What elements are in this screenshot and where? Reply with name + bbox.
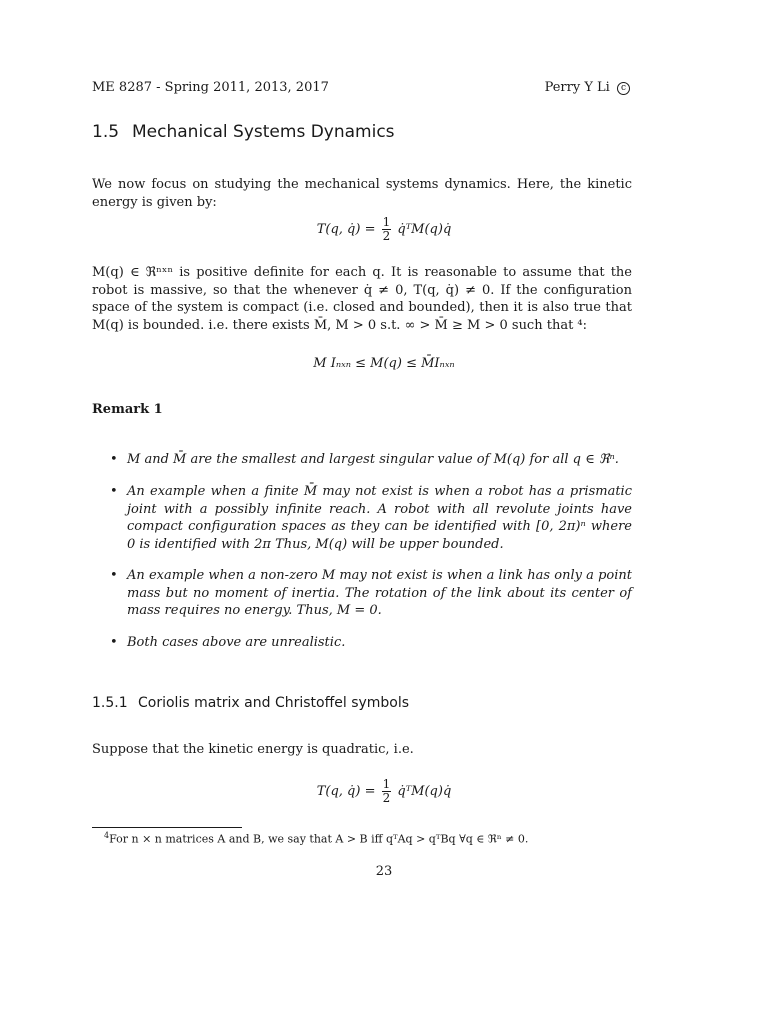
section-heading — [92, 122, 395, 142]
fraction-numerator: 1 — [382, 777, 391, 791]
intro-paragraph: We now focus on studying the mechanical systems dynamics. Here, the kinetic energy is given by: — [92, 177, 632, 210]
mass-matrix-paragraph: M(q) ∈ ℜⁿˣⁿ is positive definite for each q. It is reasonable to assume that the robot is massive, so that the whenever q̇ ≠ 0, T(q, q̇) ≠ 0. If the configuration space of the system is compact (i.e. closed and bounded), then it is also true that M(q) is bounded. i.e. there exists M̄, M > 0 s.t. ∞ > M̄ ≥ M > 0 such that ⁴: — [92, 265, 632, 333]
fraction-denominator: 2 — [382, 229, 391, 243]
fraction-denominator: 2 — [382, 791, 391, 805]
footnote-text: For n × n matrices A and B, we say that A > B iff qᵀAq > qᵀBq ∀q ∈ ℜⁿ ≠ 0. — [109, 832, 529, 846]
kinetic-energy-equation-repeat — [0, 778, 768, 805]
bullet-text: An example when a non-zero M may not exist is when a link has only a point mass but no moment of inertia. The rotation of the link about its center of mass requires no energy. Thus, M = 0. — [127, 568, 632, 618]
subsection-number: 1.5.1 — [92, 695, 128, 711]
remark-bullet — [110, 451, 632, 469]
remark-label: Remark 1 — [92, 402, 163, 417]
remark-bullet — [110, 567, 632, 620]
subsection-title: Coriolis matrix and Christoffel symbols — [138, 695, 410, 711]
bullet-icon: • — [110, 452, 118, 467]
bullet-icon: • — [110, 635, 118, 650]
section-title: Mechanical Systems Dynamics — [132, 122, 395, 142]
running-header-course: ME 8287 - Spring 2011, 2013, 2017 — [92, 80, 329, 95]
page-number: 23 — [375, 864, 393, 879]
equation-lhs: T(q, q̇) = — [316, 784, 376, 799]
bullet-text: M and M̄ are the smallest and largest singular value of M(q) for all q ∈ ℜⁿ. — [127, 452, 619, 467]
half-fraction — [382, 778, 392, 805]
footnote — [104, 831, 528, 846]
half-fraction — [382, 216, 392, 243]
equation-rhs: q̇ᵀM(q)q̇ — [397, 784, 452, 799]
equation-rhs: q̇ᵀM(q)q̇ — [397, 222, 452, 237]
copyright-icon: c — [617, 82, 630, 95]
subsection-intro: Suppose that the kinetic energy is quadratic, i.e. — [92, 742, 414, 757]
bullet-text: Both cases above are unrealistic. — [127, 635, 346, 650]
bullet-icon: • — [110, 484, 118, 499]
kinetic-energy-equation — [0, 216, 768, 243]
running-header-author — [545, 80, 630, 95]
fraction-numerator: 1 — [382, 215, 391, 229]
remark-bullet — [110, 483, 632, 553]
section-number: 1.5 — [92, 122, 120, 142]
remark-bullet — [110, 634, 632, 652]
mass-bound-equation: M Iₙₓₙ ≤ M(q) ≤ M̄Iₙₓₙ — [313, 356, 455, 371]
footnote-rule — [92, 827, 242, 828]
author-name: Perry Y Li — [544, 80, 610, 95]
equation-lhs: T(q, q̇) = — [316, 222, 376, 237]
bullet-icon: • — [110, 568, 118, 583]
bullet-text: An example when a finite M̄ may not exist is when a robot has a prismatic joint with a possibly infinite reach. A robot with all revolute joints have compact configuration spaces as they can be identified with [0, 2π)ⁿ where 0 is identified with 2π Thus, M(q) will be upper bounded. — [127, 484, 632, 552]
footnote-mark: 4 — [104, 831, 110, 840]
subsection-heading — [92, 695, 409, 711]
